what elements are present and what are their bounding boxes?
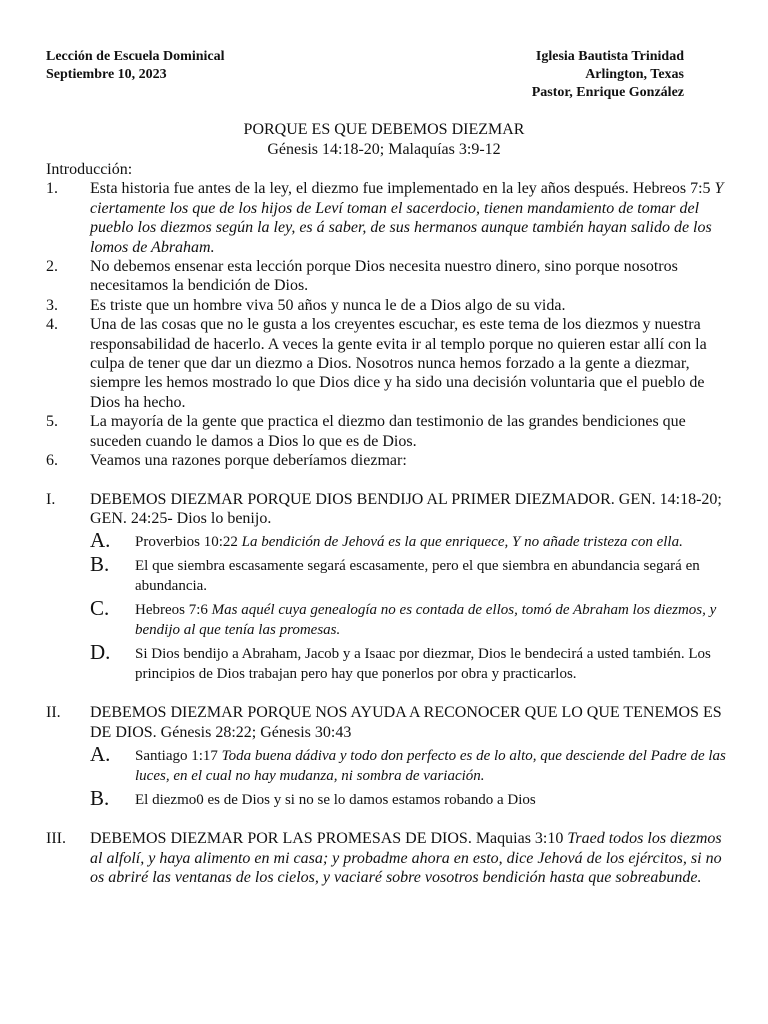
intro-item (46, 315, 726, 412)
item-number: 4. (46, 316, 58, 334)
section-heading (46, 703, 726, 742)
sub-item-text: Hebreos 7:6 (135, 602, 212, 619)
sub-item-text: El diezmo0 es de Dios y si no se lo damos estamos robando a Dios (135, 792, 536, 809)
header-right (532, 48, 684, 102)
item-number: 6. (46, 452, 58, 470)
intro-item (46, 296, 726, 315)
section-quote: Traed todos los diezmos al alfolí, y haya alimento en mi casa; y probadme ahora en esto, dice Jehová de los ejércitos, si no os abriré las ventanas de los cielos, y vaciaré sobre vosotros bendición hasta que sobreabunde. (90, 830, 722, 886)
intro-item (46, 179, 726, 257)
intro-label: Introducción: (46, 161, 133, 178)
sub-item-quote: Toda buena dádiva y todo don perfecto es de lo alto, que desciende del Padre de las luces, en el cual no hay mudanza, ni sombra de variación. (135, 748, 726, 785)
item-number: 3. (46, 296, 58, 314)
section-number: II. (46, 704, 61, 722)
document-subtitle: Génesis 14:18-20; Malaquías 3:9-12 (267, 141, 501, 158)
lesson-date: Septiembre 10, 2023 (46, 67, 167, 82)
item-quote: Y ciertamente los que de los hijos de Leví toman el sacerdocio, tienen mandamiento de tomar del pueblo los diezmos según la ley, es á saber, de sus hermanos aunque también hayan salido de los lomos de Abraham. (90, 180, 724, 256)
item-number: 1. (46, 180, 58, 198)
item-text: Es triste que un hombre viva 50 años y nunca le de a Dios algo de su vida. (90, 296, 566, 314)
section-text: DEBEMOS DIEZMAR PORQUE NOS AYUDA A RECONOCER QUE LO QUE TENEMOS ES DE DIOS. Génesis 28:22; Génesis 30:43 (90, 704, 722, 741)
sub-item-quote: Mas aquél cuya genealogía no es contada de ellos, tomó de Abraham los diezmos, y bendijo al que tenía las promesas. (135, 602, 717, 639)
item-text: Esta historia fue antes de la ley, el diezmo fue implementado en la ley años después. Hebreos 7:5 (90, 180, 715, 198)
document-body (46, 160, 726, 887)
sub-item (46, 742, 726, 786)
church-location: Arlington, Texas (585, 67, 684, 82)
title-block (0, 120, 768, 160)
item-number: 2. (46, 258, 58, 276)
lesson-label: Lección de Escuela Dominical (46, 49, 225, 64)
item-text: La mayoría de la gente que practica el diezmo dan testimonio de las grandes bendiciones que suceden cuando le damos a Dios lo que es de Dios. (90, 413, 686, 450)
sub-item-letter: C. (90, 596, 110, 621)
sub-item-text: Si Dios bendijo a Abraham, Jacob y a Isaac por diezmar, Dios le bendecirá a usted también. Los principios de Dios trabajan pero hay que ponerlos por obra y practicarlos. (135, 646, 711, 683)
sub-item-quote: La bendición de Jehová es la que enriquece, Y no añade tristeza con ella. (241, 534, 683, 551)
pastor-name: Pastor, Enrique González (531, 85, 684, 100)
section-text: DEBEMOS DIEZMAR PORQUE DIOS BENDIJO AL PRIMER DIEZMADOR. GEN. 14:18-20; GEN. 24:25- Dios lo benijo. (90, 490, 722, 527)
item-number: 5. (46, 413, 58, 431)
section-number: III. (46, 830, 66, 848)
intro-item (46, 257, 726, 296)
sub-item-letter: D. (90, 640, 111, 665)
intro-item (46, 451, 726, 470)
section-heading (46, 490, 726, 529)
sub-item-letter: B. (90, 552, 110, 577)
header-left (46, 48, 225, 84)
church-name: Iglesia Bautista Trinidad (535, 49, 684, 64)
sub-item-text: El que siembra escasamente segará escasamente, pero el que siembra en abundancia segará en abundancia. (135, 558, 700, 595)
sub-item-text: Proverbios 10:22 (135, 534, 242, 551)
section-heading (46, 829, 726, 887)
item-text: Veamos una razones porque deberíamos diezmar: (90, 452, 407, 470)
item-text: Una de las cosas que no le gusta a los creyentes escuchar, es este tema de los diezmos y nuestra responsabilidad de hacerlo. A veces la gente evita ir al templo porque no quieren estar allí con la culpa de tener que dar un diezmo a Dios. Nosotros nunca hemos forzado a la gente a diezmar, siempre les hemos mostrado lo que Dios dice y ha sido una decisión voluntaria que el pueblo de Dios ha hecho. (90, 316, 707, 411)
intro-item (46, 412, 726, 451)
document-title: PORQUE ES QUE DEBEMOS DIEZMAR (243, 121, 525, 138)
sub-item (46, 596, 726, 640)
sub-item (46, 528, 726, 553)
sub-item (46, 640, 726, 684)
sub-item-letter: A. (90, 742, 111, 767)
sub-item-text: Santiago 1:17 (135, 748, 222, 765)
item-text: No debemos ensenar esta lección porque Dios necesita nuestro dinero, sino porque nosotros necesitamos la bendición de Dios. (90, 258, 678, 295)
section-text: DEBEMOS DIEZMAR POR LAS PROMESAS DE DIOS. Maquias 3:10 (90, 830, 568, 848)
sub-item-letter: B. (90, 786, 110, 811)
sub-item (46, 786, 726, 811)
section-number: I. (46, 490, 56, 508)
sub-item (46, 552, 726, 596)
sub-item-letter: A. (90, 528, 111, 553)
